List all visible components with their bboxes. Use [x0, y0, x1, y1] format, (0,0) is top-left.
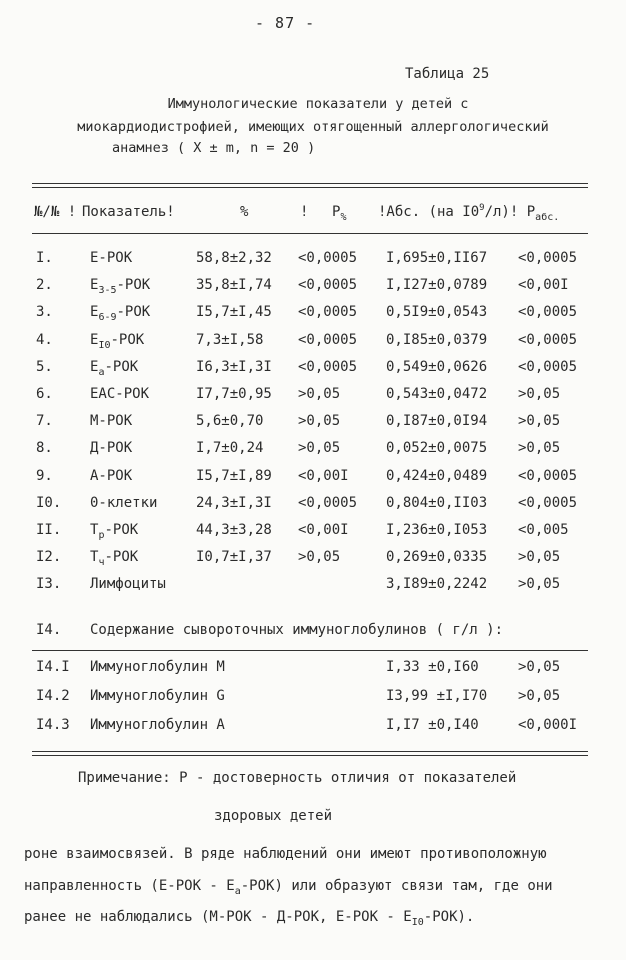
section-14-row — [0, 622, 626, 646]
row-indicator: $Е_{I0}$-РОК — [90, 332, 145, 351]
row-absolute: 0,549±0,0626 — [386, 359, 488, 375]
row-p-absolute: <0,0005 — [518, 495, 578, 511]
row-indicator: ЕАС-РОК — [90, 386, 150, 402]
row-p-absolute: <0,0005 — [518, 468, 578, 484]
row-p-absolute: >0,05 — [518, 440, 561, 456]
table-row — [0, 576, 626, 600]
row-number: 9. — [36, 468, 53, 484]
row-number: I. — [36, 250, 53, 266]
row-number: I2. — [36, 549, 62, 565]
table-top-rule — [32, 183, 588, 184]
section-14-num: I4. — [36, 622, 62, 638]
row-indicator: $Е_а$-РОК — [90, 359, 139, 378]
table-row — [0, 468, 626, 492]
row-absolute: 3,I89±0,2242 — [386, 576, 488, 592]
note-line-2: здоровых детей — [214, 808, 333, 824]
ig-absolute: I,33 ±0,I60 — [386, 659, 479, 675]
immunoglobulin-row — [0, 688, 626, 712]
row-p-percent: <0,00I — [298, 468, 349, 484]
row-percent: 7,3±I,58 — [196, 332, 264, 348]
table-row — [0, 304, 626, 328]
table-row — [0, 332, 626, 356]
table-title-line-2: миокардиодистрофией, имеющих отягощенный аллергологический — [77, 119, 549, 135]
row-number: 8. — [36, 440, 53, 456]
table-title-line-1: Иммунологические показатели у детей с — [167, 96, 469, 112]
row-p-absolute: <0,0005 — [518, 304, 578, 320]
row-absolute: I,236±0,I053 — [386, 522, 488, 538]
paragraph-line-1: роне взаимосвязей. В ряде наблюдений они имеют противоположную — [24, 846, 547, 862]
table-row — [0, 440, 626, 464]
row-indicator: 0-клетки — [90, 495, 158, 511]
row-p-absolute: >0,05 — [518, 576, 561, 592]
row-absolute: 0,543±0,0472 — [386, 386, 488, 402]
row-percent: 58,8±2,32 — [196, 250, 272, 266]
table-row — [0, 359, 626, 383]
ig-absolute: I3,99 ±I,I70 — [386, 688, 488, 704]
immunoglobulin-row — [0, 659, 626, 683]
ig-p-absolute: >0,05 — [518, 688, 561, 704]
row-absolute: I,695±0,II67 — [386, 250, 488, 266]
row-indicator: $Т_ч$-РОК — [90, 549, 139, 568]
row-number: I0. — [36, 495, 62, 511]
note-line-1: Примечание: Р - достоверность отличия от показателей — [78, 770, 517, 786]
row-number: II. — [36, 522, 62, 538]
ig-indicator: Иммуноглобулин М — [90, 659, 225, 675]
row-indicator: А-РОК — [90, 468, 133, 484]
ig-number: I4.I — [36, 659, 70, 675]
row-indicator: Е-РОК — [90, 250, 133, 266]
header-indicator: Показатель! — [82, 204, 175, 220]
row-p-percent: >0,05 — [298, 549, 341, 565]
ig-p-absolute: >0,05 — [518, 659, 561, 675]
row-p-percent: <0,0005 — [298, 495, 358, 511]
row-percent: I,7±0,24 — [196, 440, 264, 456]
section-14-title: Содержание сывороточных иммуноглобулинов ( г/л ): — [90, 622, 504, 638]
header-abs: !Абс. (на $I0^9/л$)! $Р_{абс.}$ — [378, 203, 560, 223]
row-p-percent: >0,05 — [298, 386, 341, 402]
row-absolute: 0,I87±0,0I94 — [386, 413, 488, 429]
row-number: 4. — [36, 332, 53, 348]
row-number: 7. — [36, 413, 53, 429]
row-percent: I7,7±0,95 — [196, 386, 272, 402]
row-p-absolute: <0,0005 — [518, 359, 578, 375]
row-indicator: Лимфоциты — [90, 576, 166, 592]
ig-number: I4.3 — [36, 717, 70, 733]
header-p-pct: $Р_{\%}$ — [332, 204, 347, 223]
row-absolute: 0,5I9±0,0543 — [386, 304, 488, 320]
ig-number: I4.2 — [36, 688, 70, 704]
ig-indicator: Иммуноглобулин G — [90, 688, 225, 704]
table-row — [0, 522, 626, 546]
table-row — [0, 250, 626, 274]
paragraph-line-3: ранее не наблюдались (М-РОК - Д-РОК, $Е-РОК - Е_{I0}-РОК$). — [24, 909, 475, 928]
page-number: - 87 - — [255, 14, 316, 32]
row-p-absolute: <0,0005 — [518, 250, 578, 266]
row-p-percent: >0,05 — [298, 413, 341, 429]
row-p-percent: <0,00I — [298, 522, 349, 538]
row-p-percent: >0,05 — [298, 440, 341, 456]
table-header — [0, 204, 626, 228]
table-label: Таблица 25 — [405, 66, 490, 82]
row-p-absolute: <0,0005 — [518, 332, 578, 348]
row-indicator: $Е_{3-5}$-РОК — [90, 277, 151, 296]
paragraph-line-2: направленность $(Е-РОК - Е_а-РОК)$ или образуют связи там, где они — [24, 878, 553, 897]
row-indicator: М-РОК — [90, 413, 133, 429]
row-number: I3. — [36, 576, 62, 592]
row-absolute: 0,424±0,0489 — [386, 468, 488, 484]
header-pct: % — [240, 204, 249, 220]
row-p-absolute: <0,005 — [518, 522, 569, 538]
table-row — [0, 495, 626, 519]
row-number: 5. — [36, 359, 53, 375]
row-p-absolute: >0,05 — [518, 386, 561, 402]
row-absolute: 0,I85±0,0379 — [386, 332, 488, 348]
table-row — [0, 549, 626, 573]
row-absolute: 0,804±0,II03 — [386, 495, 488, 511]
table-row — [0, 386, 626, 410]
immunoglobulin-row — [0, 717, 626, 741]
row-p-percent: <0,0005 — [298, 277, 358, 293]
row-number: 6. — [36, 386, 53, 402]
row-p-percent: <0,0005 — [298, 304, 358, 320]
header-bang: ! — [300, 204, 309, 220]
row-percent: 24,3±I,3I — [196, 495, 272, 511]
ig-absolute: I,I7 ±0,I40 — [386, 717, 479, 733]
row-percent: 44,3±3,28 — [196, 522, 272, 538]
row-percent: I5,7±I,45 — [196, 304, 272, 320]
row-indicator: Д-РОК — [90, 440, 133, 456]
row-p-absolute: >0,05 — [518, 413, 561, 429]
row-p-absolute: >0,05 — [518, 549, 561, 565]
row-p-percent: <0,0005 — [298, 250, 358, 266]
row-percent: I0,7±I,37 — [196, 549, 272, 565]
row-number: 3. — [36, 304, 53, 320]
row-absolute: I,I27±0,0789 — [386, 277, 488, 293]
row-percent: I5,7±I,89 — [196, 468, 272, 484]
table-title-line-3: анамнез ( Х ± m, n = 20 ) — [112, 140, 316, 156]
table-bottom-rule-2 — [32, 755, 588, 756]
row-absolute: 0,269±0,0335 — [386, 549, 488, 565]
row-number: 2. — [36, 277, 53, 293]
header-bottom-rule — [32, 233, 588, 234]
row-p-absolute: <0,00I — [518, 277, 569, 293]
header-num: №/№ ! — [34, 204, 77, 220]
row-percent: 5,6±0,70 — [196, 413, 264, 429]
section-14-rule — [32, 650, 588, 651]
row-percent: 35,8±I,74 — [196, 277, 272, 293]
ig-p-absolute: <0,000I — [518, 717, 578, 733]
row-indicator: $Е_{6-9}$-РОК — [90, 304, 151, 323]
row-p-percent: <0,0005 — [298, 332, 358, 348]
ig-indicator: Иммуноглобулин А — [90, 717, 225, 733]
table-top-rule-2 — [32, 187, 588, 188]
table-bottom-rule — [32, 751, 588, 752]
row-absolute: 0,052±0,0075 — [386, 440, 488, 456]
row-percent: I6,3±I,3I — [196, 359, 272, 375]
row-p-percent: <0,0005 — [298, 359, 358, 375]
row-indicator: $Т_р$-РОК — [90, 522, 139, 541]
table-row — [0, 277, 626, 301]
table-row — [0, 413, 626, 437]
